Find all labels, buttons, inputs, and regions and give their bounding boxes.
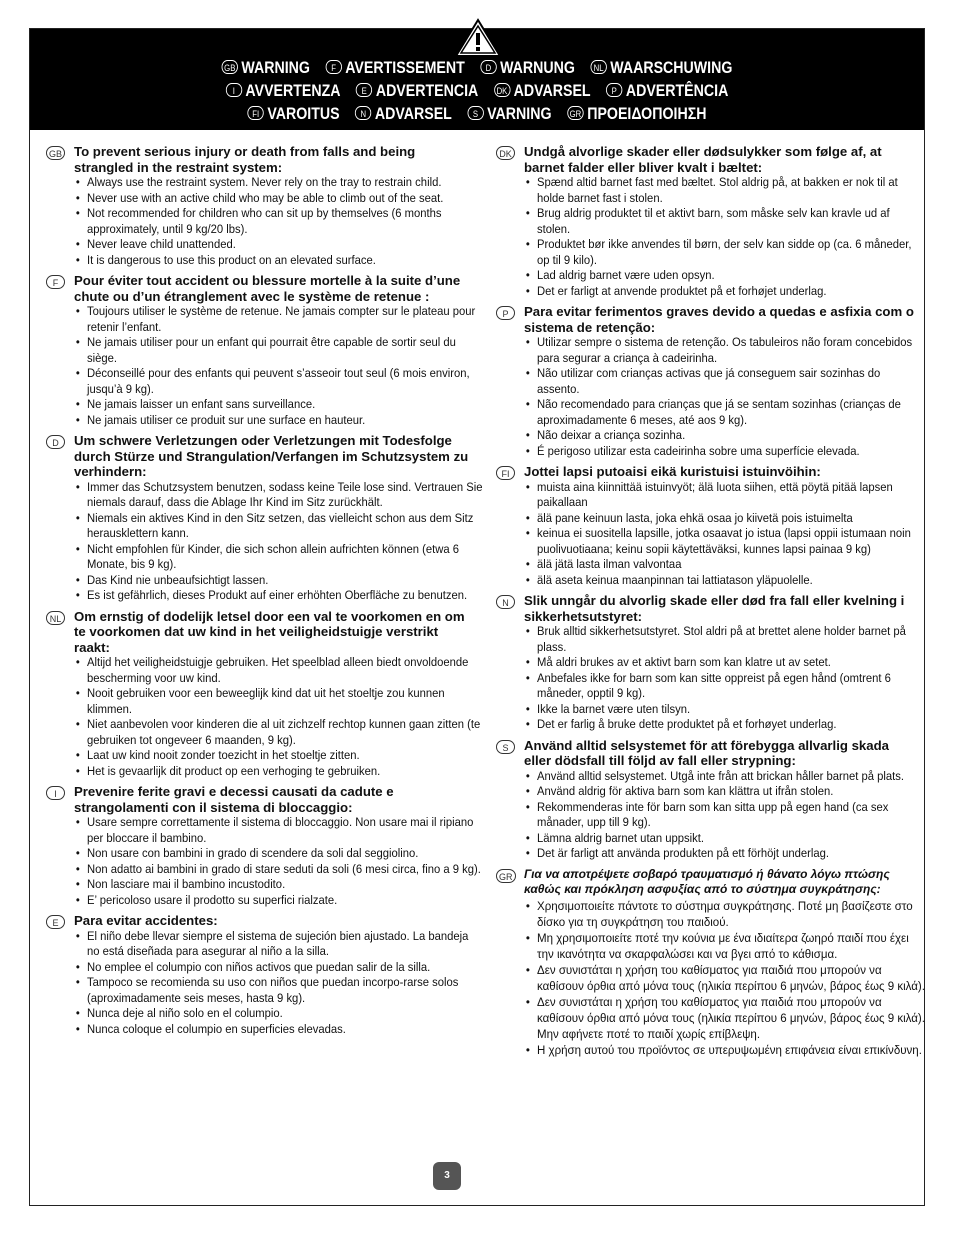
warning-item: • Tampoco se recomienda su uso con niños que puedan incorpo-rarse solos (aproximadamente seis meses, hasta 9 kg). bbox=[74, 975, 483, 1006]
warning-list bbox=[74, 479, 483, 604]
header-warning-n bbox=[355, 105, 452, 124]
section-title: Jottei lapsi putoaisi eikä kuristuisi istuinvöihin: bbox=[524, 464, 821, 479]
warning-item: • Δεν συνιστάται η χρήση του καθίσματος για παιδιά που μπορούν να καθίσουν όρθια από μόνα τους (ηλικία περίπου 6 μηνών, βάρος έως 9 κιλά). Μην αφήνετε ποτέ το παιδί χωρίς επίβλεψη. bbox=[524, 994, 925, 1042]
left-column bbox=[46, 144, 483, 1042]
language-code-badge: D bbox=[480, 60, 496, 74]
warning-item: • Immer das Schutzsystem benutzen, sodass keine Teile lose sind. Vertrauen Sie niemals darauf, dass die Ablage Ihr Kind im Sitz zurückhält. bbox=[74, 480, 483, 511]
language-code-badge: I bbox=[226, 83, 242, 97]
warning-item: • Δεν συνιστάται η χρήση του καθίσματος για παιδιά που μπορούν να καθίσουν όρθια από μόνα τους (ηλικία περίπου 6 μηνών, βάρος έως 9 κιλά). bbox=[524, 962, 925, 994]
header-row-2 bbox=[93, 82, 862, 101]
warning-section-s bbox=[496, 738, 914, 862]
warning-list bbox=[74, 929, 472, 1038]
warning-section-f bbox=[46, 273, 476, 428]
warning-item: • Χρησιμοποιείτε πάντοτε το σύστημα συγκράτησης. Ποτέ μη βασίζεστε στο δίσκο για τη συγκράτηση του παιδιού. bbox=[524, 898, 925, 930]
warning-item: • Ne jamais utiliser pour un enfant qui pourrait être capable de sortir seul du siège. bbox=[74, 335, 483, 366]
warning-list bbox=[74, 304, 476, 428]
warning-item: • Ne jamais utiliser ce produit sur une surface en hauteur. bbox=[74, 413, 483, 429]
language-code-badge: GB bbox=[46, 146, 65, 160]
warning-item: • Never use with an active child who may be able to climb out of the seat. bbox=[74, 191, 483, 207]
language-code-badge: E bbox=[46, 915, 65, 929]
warning-section-n bbox=[496, 593, 914, 733]
language-code-badge: S bbox=[496, 740, 515, 754]
warning-item: • älä aseta keinua maanpinnan tai lattiatason yläpuolelle. bbox=[524, 573, 925, 589]
warning-item: • Må aldri brukes av et aktivt barn som kan klatre ut av setet. bbox=[524, 655, 925, 671]
header-row-1 bbox=[93, 59, 862, 78]
section-title: Slik unngår du alvorlig skade eller død fra fall eller kvelning i sikkerhetsutstyret: bbox=[524, 593, 905, 624]
language-code-badge: GR bbox=[496, 869, 516, 883]
warning-item: • Bruk alltid sikkerhetsutstyret. Stol aldri på at brettet alene holder barnet på plass. bbox=[524, 624, 925, 655]
warning-item: • Never leave child unattended. bbox=[74, 237, 483, 253]
warning-word: WARNING bbox=[241, 59, 310, 77]
warning-item: • É perigoso utilizar esta cadeirinha sobre uma superfície elevada. bbox=[524, 444, 925, 460]
warning-item: • Não recomendado para crianças que já se sentam sozinhas (crianças de aproximadamente 6 meses, até aos 9 kg). bbox=[524, 397, 925, 428]
header-warning-fi bbox=[248, 105, 340, 124]
warning-item: • Usare sempre correttamente il sistema di bloccaggio. Non usare mai il ripiano per bloccare il bambino. bbox=[74, 815, 483, 846]
warning-item: • älä jätä lasta ilman valvontaa bbox=[524, 557, 925, 573]
warning-word: ADVERTÊNCIA bbox=[625, 82, 729, 100]
warning-word: ADVERTENCIA bbox=[375, 82, 479, 100]
language-code-badge: GR bbox=[567, 106, 584, 120]
warning-item: • It is dangerous to use this product on an elevated surface. bbox=[74, 253, 483, 269]
right-column bbox=[496, 144, 925, 1063]
warning-section-dk bbox=[496, 144, 914, 299]
warning-word: WAARSCHUWING bbox=[610, 59, 733, 77]
warning-item: • Rekommenderas inte för barn som kan sitta upp på egen hand (ca sex månader, upp till 9 kg). bbox=[524, 800, 925, 831]
warning-item: • Det er farligt at anvende produktet på et forhøjet underlag. bbox=[524, 284, 925, 300]
warning-item: • Déconseillé pour des enfants qui peuvent s’asseoir tout seul (6 mois environ, jusqu’à 9 kg). bbox=[74, 366, 483, 397]
warning-item: • Ikke la barnet være uten tilsyn. bbox=[524, 702, 925, 718]
language-code-badge: F bbox=[46, 275, 65, 289]
warning-item: • Nunca coloque el columpio en superficies elevadas. bbox=[74, 1022, 483, 1038]
warning-item: • Lämna aldrig barnet utan uppsikt. bbox=[524, 831, 925, 847]
warning-list bbox=[524, 769, 914, 862]
warning-word: ADVARSEL bbox=[374, 105, 452, 123]
warning-item: • Não utilizar com crianças activas que já conseguem sair sozinhas do assento. bbox=[524, 366, 925, 397]
header-warning-nl bbox=[590, 59, 732, 78]
warning-item: • Altijd het veiligheidstuigje gebruiken. Het speelblad alleen biedt onvoldoende bescherming voor uw kind. bbox=[74, 655, 483, 686]
warning-item: • Det er farlig å bruke dette produktet på et forhøyet underlag. bbox=[524, 717, 925, 733]
language-code-badge: FI bbox=[496, 466, 515, 480]
header-warning-dk bbox=[494, 82, 591, 101]
language-code-badge: S bbox=[467, 106, 483, 120]
warning-item: • muista aina kiinnittää istuinvyöt; älä luota siihen, että pöytä pitää lapsen paikallaan bbox=[524, 480, 925, 511]
warning-section-fi bbox=[496, 464, 914, 588]
language-code-badge: FI bbox=[248, 106, 264, 120]
warning-item: • Använd aldrig för aktiva barn som kan klättra ut ifrån stolen. bbox=[524, 784, 925, 800]
warning-word: AVVERTENZA bbox=[245, 82, 341, 100]
warning-item: • Niet aanbevolen voor kinderen die al uit zichzelf rechtop kunnen gaan zitten (te gebruiken tot ongeveer 6 maanden, 9 kg). bbox=[74, 717, 483, 748]
warning-item: • Toujours utiliser le système de retenue. Ne jamais compter sur le plateau pour retenir l’enfant. bbox=[74, 304, 483, 335]
warning-item: • Ne jamais laisser un enfant sans surveillance. bbox=[74, 397, 483, 413]
header-warning-s bbox=[467, 105, 551, 124]
warning-item: • Η χρήση αυτού του προϊόντος σε υπερυψωμένη επιφάνεια είναι επικίνδυνη. bbox=[524, 1042, 925, 1058]
warning-list bbox=[524, 175, 914, 299]
warning-item: • Non usare con bambini in grado di scendere da soli dal seggiolino. bbox=[74, 846, 483, 862]
section-title: Pour éviter tout accident ou blessure mortelle à la suite d’une chute ou d’un étranglement avec le système de retenue : bbox=[74, 273, 461, 304]
warning-word: AVERTISSEMENT bbox=[345, 59, 465, 77]
page-frame bbox=[29, 28, 925, 1206]
section-title: Para evitar ferimentos graves devido a quedas e asfixia com o sistema de retenção: bbox=[524, 304, 914, 335]
warning-word: WARNUNG bbox=[500, 59, 575, 77]
section-title: Για να αποτρέψετε σοβαρό τραυματισμό ή θάνατο λόγω πτώσης καθώς και πρόκληση ασφυξίας από το σύστημα συγκράτησης: bbox=[524, 866, 890, 896]
language-code-badge: E bbox=[356, 83, 372, 97]
warning-item: • Anbefales ikke for barn som kan sitte oppreist på egen hånd (omtrent 6 måneder, opptil 9 kg). bbox=[524, 671, 925, 702]
warning-section-d bbox=[46, 433, 483, 604]
warning-section-nl bbox=[46, 608, 481, 780]
warning-item: • Niemals ein aktives Kind in den Sitz setzen, das vielleicht schon aus dem Sitz herausklettern kann. bbox=[74, 511, 483, 542]
warning-item: • Non lasciare mai il bambino incustodito. bbox=[74, 877, 483, 893]
warning-list bbox=[74, 175, 472, 268]
language-code-badge: GB bbox=[222, 60, 238, 74]
warning-item: • keinua ei suositella lapsille, jotka osaavat jo istua (lapsi oppii istumaan noin puolivuotiaana; keinu sopii käytettäväksi, kunnes lapsi painaa 9 kg) bbox=[524, 526, 925, 557]
page-number: 3 bbox=[433, 1162, 461, 1190]
warning-item: • El niño debe llevar siempre el sistema de sujeción bien ajustado. La bandeja no está diseñada para asegurar al niño a la silla. bbox=[74, 929, 483, 960]
warning-word: VARNING bbox=[487, 105, 552, 123]
warning-section-gr bbox=[496, 866, 925, 1058]
warning-item: • Het is gevaarlijk dit product op een verhoging te gebruiken. bbox=[74, 764, 483, 780]
header-warning-e bbox=[356, 82, 478, 101]
language-code-badge: I bbox=[46, 786, 65, 800]
warning-item: • Produktet bør ikke anvendes til børn, der selv kan sidde op (ca. 6 måneder, op til 9 kilo). bbox=[524, 237, 925, 268]
language-code-badge: P bbox=[606, 83, 622, 97]
warning-item: • Not recommended for children who can sit up by themselves (6 months approximately, until 9 kg/20 lbs). bbox=[74, 206, 483, 237]
language-code-badge: NL bbox=[590, 60, 606, 74]
language-code-badge: N bbox=[355, 106, 371, 120]
section-title: Prevenire ferite gravi e decessi causati da cadute e strangolamenti con il sistema di bloccaggio: bbox=[74, 784, 394, 815]
section-title: Um schwere Verletzungen oder Verletzungen mit Todesfolge durch Stürze und Strangulation/Verfangen im Schutzsystem zu verhindern: bbox=[74, 433, 469, 479]
warning-item: • Lad aldrig barnet være uden opsyn. bbox=[524, 268, 925, 284]
warning-list bbox=[524, 898, 925, 1058]
warning-item: • Das Kind nie unbeaufsichtigt lassen. bbox=[74, 573, 483, 589]
warning-item: • Spænd altid barnet fast med bæltet. Stol aldrig på, at bakken er nok til at holde barnet fast i stolen. bbox=[524, 175, 925, 206]
warning-item: • Använd alltid selsystemet. Utgå inte från att brickan håller barnet på plats. bbox=[524, 769, 925, 785]
warning-section-p bbox=[496, 304, 914, 459]
warning-item: • Nunca deje al niño solo en el columpio. bbox=[74, 1006, 483, 1022]
warning-list bbox=[524, 335, 914, 459]
warning-item: • Utilizar sempre o sistema de retenção. Os tabuleiros não foram concebidos para segurar a criança à cadeirinha. bbox=[524, 335, 925, 366]
warning-list bbox=[524, 480, 914, 589]
warning-item: • No emplee el columpio con niños activos que puedan salir de la silla. bbox=[74, 960, 483, 976]
warning-item: • Não deixar a criança sozinha. bbox=[524, 428, 925, 444]
warning-section-i bbox=[46, 784, 481, 908]
language-code-badge: D bbox=[46, 435, 65, 449]
header-warning-gb bbox=[222, 59, 310, 78]
warning-triangle-icon bbox=[453, 17, 503, 59]
warning-word: ΠΡΟΕΙΔΟΠΟΙΗΣΗ bbox=[587, 105, 707, 123]
warning-list bbox=[74, 655, 481, 779]
header-warning-i bbox=[226, 82, 341, 101]
warning-list bbox=[74, 815, 481, 908]
warning-word: ADVARSEL bbox=[513, 82, 591, 100]
language-code-badge: DK bbox=[496, 146, 515, 160]
warning-item: • Non adatto ai bambini in grado di stare seduti da soli (6 mesi circa, fino a 9 kg). bbox=[74, 862, 483, 878]
warning-section-e bbox=[46, 913, 472, 1037]
warning-section-gb bbox=[46, 144, 472, 268]
header-warning-p bbox=[606, 82, 728, 101]
header-warning-gr bbox=[567, 105, 706, 124]
warning-header bbox=[30, 29, 924, 130]
language-code-badge: F bbox=[325, 60, 341, 74]
warning-item: • Es ist gefährlich, dieses Produkt auf einer erhöhten Oberfläche zu benutzen. bbox=[74, 588, 483, 604]
warning-word: VAROITUS bbox=[267, 105, 340, 123]
warning-item: • Laat uw kind nooit zonder toezicht in het stoeltje zitten. bbox=[74, 748, 483, 764]
section-title: Om ernstig of dodelijk letsel door een val te voorkomen en om te voorkomen dat uw kind in het veiligheidstuigje verstrikt raakt: bbox=[74, 608, 465, 655]
warning-item: • Det är farligt att använda produkten på ett förhöjt underlag. bbox=[524, 846, 925, 862]
header-warning-f bbox=[325, 59, 464, 78]
language-code-badge: NL bbox=[46, 611, 65, 625]
header-row-3 bbox=[93, 105, 862, 124]
warning-item: • Μη χρησιμοποιείτε ποτέ την κούνια με ένα ιδιαίτερα ζωηρό παιδί που έχει την ικανότητα να σκαρφαλώσει και να βγει από το κάθισμα. bbox=[524, 930, 925, 962]
warning-item: • Nicht empfohlen für Kinder, die sich schon allein aufrichten können (etwa 6 Monate, bis 9 kg). bbox=[74, 542, 483, 573]
header-warning-d bbox=[480, 59, 575, 78]
section-title: Para evitar accidentes: bbox=[74, 913, 218, 928]
language-code-badge: N bbox=[496, 595, 515, 609]
section-title: Undgå alvorlige skader eller dødsulykker som følge af, at barnet falder eller bliver kvalt i bæltet: bbox=[524, 144, 882, 175]
section-title: Använd alltid selsystemet för att förebygga allvarlig skada eller dödsfall till följd av fall eller strypning: bbox=[524, 737, 889, 768]
warning-item: • E’ pericoloso usare il prodotto su superfici rialzate. bbox=[74, 893, 483, 909]
section-title: To prevent serious injury or death from falls and being strangled in the restraint system: bbox=[74, 144, 416, 175]
warning-list bbox=[524, 624, 914, 733]
warning-item: • älä pane keinuun lasta, joka ehkä osaa jo kiivetä pois istuimelta bbox=[524, 511, 925, 527]
warning-item: • Always use the restraint system. Never rely on the tray to restrain child. bbox=[74, 175, 483, 191]
language-code-badge: P bbox=[496, 306, 515, 320]
language-code-badge: DK bbox=[494, 83, 510, 97]
warning-item: • Nooit gebruiken voor een beweeglijk kind dat uit het stoeltje zou kunnen klimmen. bbox=[74, 686, 483, 717]
warning-item: • Brug aldrig produktet til et aktivt barn, som måske selv kan kravle ud af stolen. bbox=[524, 206, 925, 237]
